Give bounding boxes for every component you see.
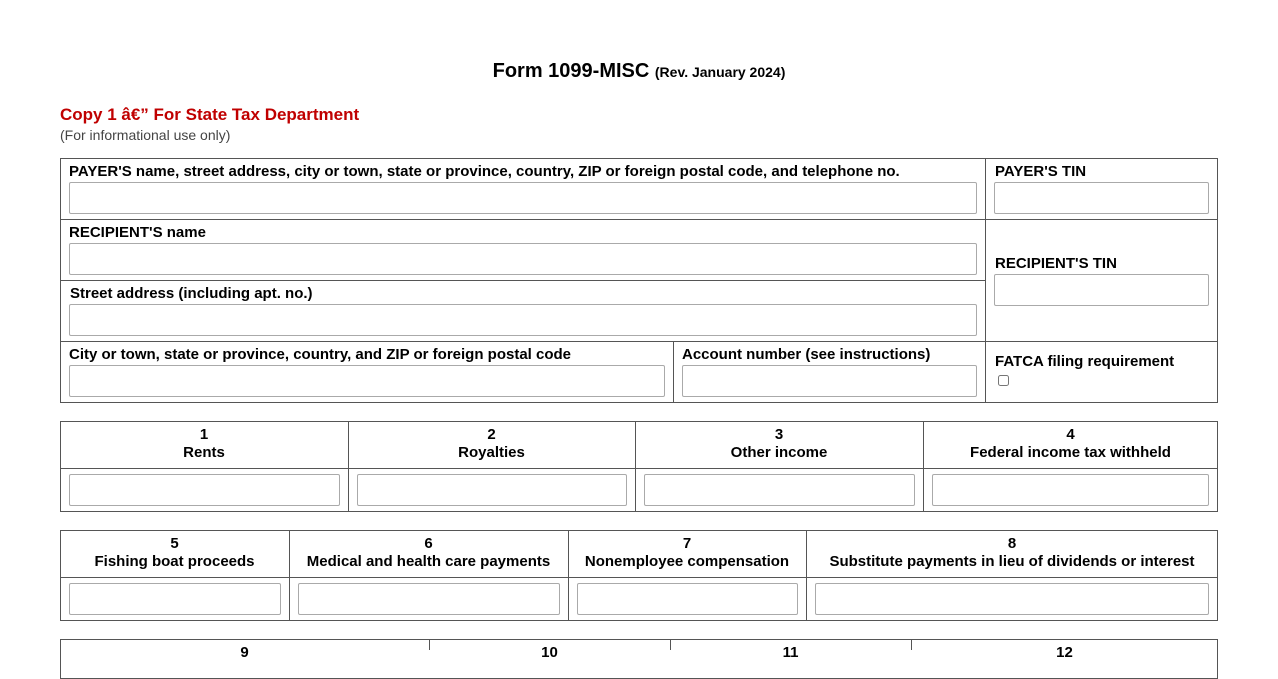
rents-input[interactable] bbox=[69, 474, 340, 506]
box-2-number: 2 bbox=[487, 426, 496, 443]
box-7-header bbox=[568, 535, 806, 571]
box-8-header bbox=[806, 535, 1218, 571]
medical-payments-input[interactable] bbox=[298, 583, 560, 615]
other-income-input[interactable] bbox=[644, 474, 915, 506]
divider bbox=[60, 468, 1218, 469]
box-4-label: Federal income tax withheld bbox=[970, 444, 1171, 461]
box-3-header bbox=[635, 426, 923, 462]
box-4-number: 4 bbox=[1066, 426, 1075, 443]
form-name: Form 1099-MISC bbox=[492, 60, 650, 82]
box-6-number: 6 bbox=[424, 535, 433, 552]
divider bbox=[60, 219, 1218, 220]
federal-tax-withheld-input[interactable] bbox=[932, 474, 1209, 506]
fishing-boat-proceeds-input[interactable] bbox=[69, 583, 281, 615]
account-number-label: Account number (see instructions) bbox=[682, 346, 931, 363]
box-8-number: 8 bbox=[1007, 535, 1017, 552]
box-7-label: Nonemployee compensation bbox=[584, 553, 790, 570]
recipient-tin-label: RECIPIENT'S TIN bbox=[995, 255, 1117, 272]
box-9-number: 9 bbox=[240, 644, 249, 661]
box-11-number: 11 bbox=[782, 644, 799, 661]
box-7-number: 7 bbox=[682, 535, 692, 552]
box-5-label: Fishing boat proceeds bbox=[94, 553, 255, 570]
box-3-number: 3 bbox=[774, 426, 784, 443]
nonemployee-compensation-input[interactable] bbox=[577, 583, 798, 615]
recipient-name-label: RECIPIENT'S name bbox=[69, 224, 206, 241]
box-2-header bbox=[348, 426, 635, 462]
divider bbox=[673, 341, 674, 403]
box-2-label: Royalties bbox=[458, 444, 525, 461]
royalties-input[interactable] bbox=[357, 474, 627, 506]
payer-name-label: PAYER'S name, street address, city or town, state or province, country, ZIP or foreign postal code, and telephone no. bbox=[69, 163, 900, 180]
fatca-checkbox[interactable] bbox=[998, 375, 1009, 386]
street-address-label: Street address (including apt. no.) bbox=[70, 285, 313, 302]
box-1-label: Rents bbox=[183, 444, 225, 461]
city-label: City or town, state or province, country, and ZIP or foreign postal code bbox=[69, 346, 572, 363]
box-1-header bbox=[60, 426, 348, 462]
form-title bbox=[0, 60, 1278, 83]
city-input[interactable] bbox=[69, 365, 665, 397]
account-number-input[interactable] bbox=[682, 365, 977, 397]
box-5-header bbox=[60, 535, 289, 571]
divider bbox=[985, 158, 986, 403]
divider bbox=[60, 577, 1218, 578]
payer-name-input[interactable] bbox=[69, 182, 977, 214]
box-1-number: 1 bbox=[199, 426, 209, 443]
box-12-number: 12 bbox=[1056, 644, 1073, 661]
divider bbox=[60, 341, 1218, 342]
informational-note: (For informational use only) bbox=[60, 127, 231, 143]
fatca-label: FATCA filing requirement bbox=[995, 353, 1175, 370]
payer-tin-label: PAYER'S TIN bbox=[995, 163, 1087, 180]
box-8-label: Substitute payments in lieu of dividends or interest bbox=[829, 553, 1195, 570]
divider bbox=[60, 280, 985, 281]
box-5-number: 5 bbox=[170, 535, 179, 552]
payer-tin-input[interactable] bbox=[994, 182, 1209, 214]
box-10-number: 10 bbox=[541, 644, 558, 661]
form-revision: (Rev. January 2024) bbox=[654, 64, 786, 80]
box-6-label: Medical and health care payments bbox=[306, 553, 551, 570]
recipient-tin-input[interactable] bbox=[994, 274, 1209, 306]
box-6-header bbox=[289, 535, 568, 571]
box-4-header bbox=[923, 426, 1218, 462]
substitute-payments-input[interactable] bbox=[815, 583, 1209, 615]
copy-heading: Copy 1 â€” For State Tax Department bbox=[60, 105, 360, 124]
box-3-label: Other income bbox=[730, 444, 828, 461]
recipient-name-input[interactable] bbox=[69, 243, 977, 275]
street-address-input[interactable] bbox=[69, 304, 977, 336]
